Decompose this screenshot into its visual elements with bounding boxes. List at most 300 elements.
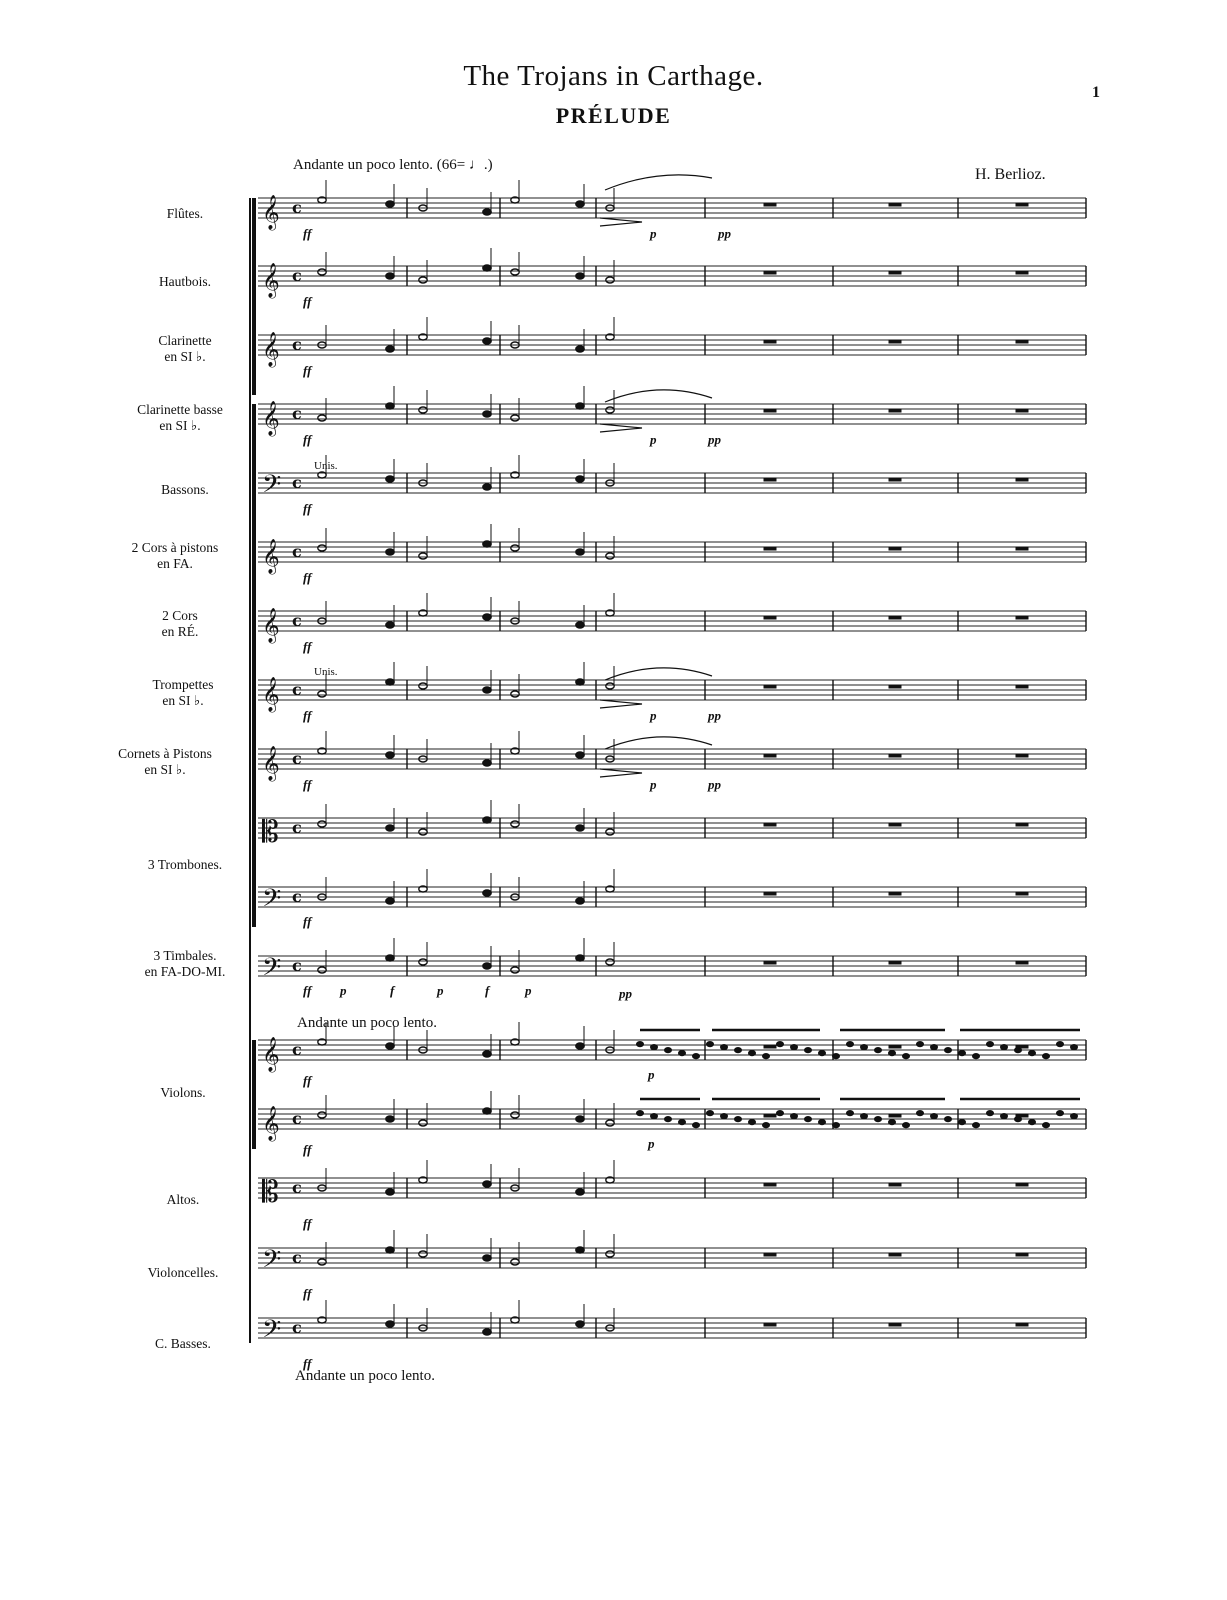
clef-icon: 𝄞 xyxy=(262,746,280,781)
time-signature-icon: c xyxy=(292,680,302,699)
notehead xyxy=(576,1189,584,1195)
notehead xyxy=(483,614,491,620)
notehead xyxy=(576,1116,584,1122)
dynamic-p: p xyxy=(525,983,532,998)
notehead xyxy=(483,209,491,215)
notehead xyxy=(483,1051,491,1057)
notehead xyxy=(1071,1045,1078,1050)
notehead xyxy=(483,890,491,896)
rest-mark xyxy=(764,203,776,206)
time-signature-icon: c xyxy=(292,956,302,975)
dynamic-ff: ff xyxy=(303,294,312,309)
rest-mark xyxy=(1016,547,1028,550)
notehead xyxy=(483,963,491,969)
notehead xyxy=(847,1042,854,1047)
notehead xyxy=(386,1116,394,1122)
notehead xyxy=(576,201,584,207)
decrescendo-hairpin xyxy=(600,218,642,226)
notehead xyxy=(1071,1114,1078,1119)
dynamic-p: p xyxy=(648,1067,655,1082)
rest-mark xyxy=(889,547,901,550)
instrument-label-line: Violoncelles. xyxy=(147,1265,219,1280)
dynamic-ff: ff xyxy=(303,777,312,792)
dynamic-p: p xyxy=(437,983,444,998)
staff-lines xyxy=(258,198,1086,1338)
rest-mark xyxy=(764,271,776,274)
dynamic-pp: pp xyxy=(708,777,721,792)
score-title: The Trojans in Carthage. xyxy=(463,60,764,92)
dynamic-ff: ff xyxy=(303,639,312,654)
clef-icon: 𝄞 xyxy=(262,195,280,230)
notehead xyxy=(483,1108,491,1114)
notehead xyxy=(483,1181,491,1187)
time-signature-icon: c xyxy=(292,266,302,285)
instrument-label-line: C. Basses. xyxy=(155,1336,211,1351)
dynamic-ff: ff xyxy=(303,1286,312,1301)
notehead xyxy=(735,1048,742,1053)
dynamic-ff: ff xyxy=(303,363,312,378)
notehead xyxy=(903,1123,910,1128)
clef-icon: 𝄞 xyxy=(262,608,280,643)
dynamic-ff: ff xyxy=(303,983,312,998)
rest-mark xyxy=(889,1183,901,1186)
notehead xyxy=(931,1114,938,1119)
notehead xyxy=(386,752,394,758)
instrument-label-line: en FA-DO-MI. xyxy=(144,964,226,979)
notehead xyxy=(1029,1051,1036,1056)
rest-mark xyxy=(764,340,776,343)
time-signature-icon: c xyxy=(292,611,302,630)
notehead xyxy=(1043,1123,1050,1128)
instrument-label-line: Violons. xyxy=(160,1085,206,1100)
notehead xyxy=(386,476,394,482)
notehead xyxy=(386,1321,394,1327)
notehead xyxy=(606,407,614,413)
dynamic-pp: pp xyxy=(718,226,731,241)
notehead xyxy=(511,967,519,973)
rest-mark xyxy=(764,823,776,826)
notehead xyxy=(576,403,584,409)
clef-icon: 𝄞 xyxy=(262,539,280,574)
notehead xyxy=(606,553,614,559)
notehead xyxy=(606,277,614,283)
slur-mark xyxy=(605,668,712,680)
notehead xyxy=(791,1045,798,1050)
dynamic-p: p xyxy=(340,983,347,998)
notehead xyxy=(419,277,427,283)
clef-icon: 𝄞 xyxy=(262,1106,280,1141)
notehead xyxy=(419,1251,427,1257)
clef-icon: 𝄞 xyxy=(262,401,280,436)
notehead xyxy=(1015,1048,1022,1053)
notehead xyxy=(721,1045,728,1050)
notehead xyxy=(318,545,326,551)
rest-mark xyxy=(764,1114,776,1117)
notehead xyxy=(707,1042,714,1047)
notehead xyxy=(819,1051,826,1056)
rest-mark xyxy=(764,1045,776,1048)
notehead xyxy=(959,1051,966,1056)
rest-mark xyxy=(889,271,901,274)
notehead xyxy=(777,1111,784,1116)
notehead xyxy=(973,1054,980,1059)
rest-mark xyxy=(889,409,901,412)
dynamic-ff: ff xyxy=(303,570,312,585)
rest-mark xyxy=(764,547,776,550)
notehead xyxy=(576,273,584,279)
rest-mark xyxy=(1016,754,1028,757)
dynamic-pp: pp xyxy=(708,432,721,447)
notehead xyxy=(973,1123,980,1128)
time-signature-icon: c xyxy=(292,1318,302,1337)
rest-mark xyxy=(889,1045,901,1048)
notehead xyxy=(576,1043,584,1049)
notehead xyxy=(945,1048,952,1053)
notehead xyxy=(987,1111,994,1116)
notehead xyxy=(707,1111,714,1116)
notehead xyxy=(889,1120,896,1125)
notehead xyxy=(318,1112,326,1118)
rest-mark xyxy=(1016,1323,1028,1326)
tempo-marking-bottom: Andante un poco lento. xyxy=(295,1368,435,1384)
notehead xyxy=(318,1259,326,1265)
rest-mark xyxy=(1016,340,1028,343)
notehead xyxy=(903,1054,910,1059)
notehead xyxy=(861,1114,868,1119)
instrument-label-line: en SI ♭. xyxy=(164,349,206,364)
notehead xyxy=(576,752,584,758)
time-signature-icon: c xyxy=(292,1248,302,1267)
notehead xyxy=(386,549,394,555)
notehead xyxy=(419,407,427,413)
unis-marking: Unis. xyxy=(314,666,338,678)
notehead xyxy=(419,683,427,689)
clef-icon: 𝄢 xyxy=(262,470,282,505)
notehead xyxy=(931,1045,938,1050)
dynamic-p: p xyxy=(650,708,657,723)
time-signature-icon: c xyxy=(292,335,302,354)
instrument-label-line: 3 Trombones. xyxy=(147,857,223,872)
rest-mark xyxy=(1016,409,1028,412)
rest-mark xyxy=(889,685,901,688)
notehead xyxy=(576,679,584,685)
notehead xyxy=(833,1123,840,1128)
instrument-label-line: 3 Timbales. xyxy=(153,948,217,963)
dynamic-f: f xyxy=(390,983,395,998)
instrument-label-line: en RÉ. xyxy=(161,624,199,639)
notehead xyxy=(637,1042,644,1047)
notehead xyxy=(606,1120,614,1126)
notehead xyxy=(576,825,584,831)
rest-mark xyxy=(889,754,901,757)
notehead xyxy=(576,898,584,904)
notehead xyxy=(576,955,584,961)
slur-mark xyxy=(605,175,712,190)
rest-mark xyxy=(1016,203,1028,206)
rest-mark xyxy=(889,478,901,481)
instrument-label-line: Flûtes. xyxy=(166,206,204,221)
instrument-label-line: Trompettes xyxy=(152,677,214,692)
notehead xyxy=(819,1120,826,1125)
notehead xyxy=(693,1054,700,1059)
time-signature-icon: c xyxy=(292,542,302,561)
rest-mark xyxy=(764,685,776,688)
notehead xyxy=(318,967,326,973)
rest-mark xyxy=(764,1253,776,1256)
notehead xyxy=(1001,1045,1008,1050)
dynamic-p: p xyxy=(650,432,657,447)
instrument-label-line: en SI ♭. xyxy=(159,418,201,433)
tempo-marking-strings: Andante un poco lento. xyxy=(297,1015,437,1031)
rest-mark xyxy=(889,823,901,826)
clef-glyphs xyxy=(262,195,302,1350)
slur-mark xyxy=(605,390,712,402)
rest-mark xyxy=(889,1323,901,1326)
dynamic-ff: ff xyxy=(303,1142,312,1157)
notehead xyxy=(1001,1114,1008,1119)
instrument-label-line: Clarinette basse xyxy=(137,402,223,417)
page-number: 1 xyxy=(1092,84,1100,101)
rest-mark xyxy=(764,892,776,895)
notehead xyxy=(763,1123,770,1128)
rest-mark xyxy=(889,340,901,343)
notehead xyxy=(483,338,491,344)
notehead xyxy=(386,346,394,352)
time-signature-icon: c xyxy=(292,198,302,217)
notehead xyxy=(386,273,394,279)
notehead xyxy=(805,1048,812,1053)
notehead xyxy=(1029,1120,1036,1125)
instrument-label-line: en SI ♭. xyxy=(162,693,204,708)
notehead xyxy=(511,691,519,697)
notehead xyxy=(386,1043,394,1049)
rest-mark xyxy=(764,409,776,412)
dynamic-pp: pp xyxy=(708,708,721,723)
rest-mark xyxy=(1016,961,1028,964)
dynamic-p: p xyxy=(650,777,657,792)
notehead xyxy=(665,1048,672,1053)
notehead xyxy=(483,411,491,417)
notehead xyxy=(483,817,491,823)
notehead xyxy=(987,1042,994,1047)
rest-mark xyxy=(889,892,901,895)
notehead xyxy=(386,898,394,904)
notehead xyxy=(1057,1042,1064,1047)
slur-mark xyxy=(605,737,712,749)
instrument-label-line: Altos. xyxy=(166,1192,200,1207)
notehead xyxy=(483,265,491,271)
decrescendo-hairpin xyxy=(600,424,642,432)
tempo-marking-top: Andante un poco lento. (66= ♩.) xyxy=(293,157,493,173)
notehead xyxy=(318,269,326,275)
notehead xyxy=(693,1123,700,1128)
instrument-label-line: Bassons. xyxy=(161,482,209,497)
rest-mark xyxy=(889,616,901,619)
notehead xyxy=(511,821,519,827)
clef-icon: 𝄢 xyxy=(262,1245,282,1280)
time-signature-icon: c xyxy=(292,887,302,906)
time-signature-icon: c xyxy=(292,1178,302,1197)
notehead xyxy=(419,959,427,965)
clef-icon: 𝄞 xyxy=(262,1037,280,1072)
notehead xyxy=(386,403,394,409)
dynamic-f: f xyxy=(485,983,490,998)
notehead xyxy=(386,622,394,628)
notehead xyxy=(576,476,584,482)
notehead xyxy=(1057,1111,1064,1116)
notehead xyxy=(576,622,584,628)
rest-mark xyxy=(889,961,901,964)
decrescendo-hairpin xyxy=(600,700,642,708)
rest-mark xyxy=(764,754,776,757)
notehead xyxy=(735,1117,742,1122)
clef-icon: 𝄢 xyxy=(262,884,282,919)
instrument-label-line: Clarinette xyxy=(158,333,212,348)
notehead xyxy=(791,1114,798,1119)
instrument-label-line: en SI ♭. xyxy=(144,762,186,777)
notehead xyxy=(606,829,614,835)
notehead xyxy=(889,1051,896,1056)
notehead xyxy=(483,687,491,693)
time-signature-icon: c xyxy=(292,404,302,423)
clef-icon: 𝄞 xyxy=(262,332,280,367)
clef-icon: 𝄢 xyxy=(262,953,282,988)
movement-title: PRÉLUDE xyxy=(555,103,672,128)
composer-name: H. Berlioz. xyxy=(975,166,1046,183)
rest-mark xyxy=(764,1323,776,1326)
notehead xyxy=(419,829,427,835)
dynamic-ff: ff xyxy=(303,501,312,516)
notehead xyxy=(576,549,584,555)
notehead xyxy=(576,346,584,352)
dynamic-ff: ff xyxy=(303,1356,312,1371)
notehead xyxy=(483,484,491,490)
notehead xyxy=(721,1114,728,1119)
dynamic-ff: ff xyxy=(303,226,312,241)
notehead xyxy=(679,1051,686,1056)
notehead xyxy=(386,1189,394,1195)
notehead xyxy=(1043,1054,1050,1059)
notehead xyxy=(386,201,394,207)
notehead xyxy=(483,760,491,766)
notehead xyxy=(679,1120,686,1125)
notehead xyxy=(749,1120,756,1125)
rest-mark xyxy=(1016,1183,1028,1186)
notehead xyxy=(483,541,491,547)
notehead xyxy=(483,1255,491,1261)
notehead xyxy=(606,683,614,689)
time-signature-icon: c xyxy=(292,1040,302,1059)
notehead xyxy=(959,1120,966,1125)
rest-mark xyxy=(764,616,776,619)
notehead xyxy=(386,679,394,685)
barlines xyxy=(250,198,1086,1343)
notehead xyxy=(833,1054,840,1059)
decrescendo-hairpin xyxy=(600,769,642,777)
dynamic-ff: ff xyxy=(303,1073,312,1088)
rest-mark xyxy=(889,1253,901,1256)
hairpins-and-slurs xyxy=(600,175,712,777)
notehead xyxy=(511,1112,519,1118)
notehead xyxy=(805,1117,812,1122)
notehead xyxy=(386,825,394,831)
notehead xyxy=(386,955,394,961)
rest-mark xyxy=(1016,478,1028,481)
notehead xyxy=(875,1048,882,1053)
dynamic-ff: ff xyxy=(303,914,312,929)
notehead xyxy=(637,1111,644,1116)
time-signature-icon: c xyxy=(292,818,302,837)
rest-mark xyxy=(764,961,776,964)
instrument-label-line: 2 Cors xyxy=(162,608,198,623)
note-marks xyxy=(318,180,1080,1335)
notehead xyxy=(511,545,519,551)
dynamic-p: p xyxy=(650,226,657,241)
notehead xyxy=(665,1117,672,1122)
notehead xyxy=(318,821,326,827)
notehead xyxy=(511,415,519,421)
dynamic-pp: pp xyxy=(619,986,632,1001)
rest-mark xyxy=(1016,616,1028,619)
rest-mark xyxy=(889,203,901,206)
dynamic-ff: ff xyxy=(303,708,312,723)
notehead xyxy=(483,1329,491,1335)
notehead xyxy=(861,1045,868,1050)
notehead xyxy=(777,1042,784,1047)
notehead xyxy=(419,553,427,559)
notehead xyxy=(651,1114,658,1119)
instrument-label-line: en FA. xyxy=(157,556,193,571)
notehead xyxy=(1015,1117,1022,1122)
dynamic-ff: ff xyxy=(303,432,312,447)
clef-icon: 𝄞 xyxy=(262,677,280,712)
notehead xyxy=(386,1247,394,1253)
notehead xyxy=(318,415,326,421)
notehead xyxy=(847,1111,854,1116)
notehead xyxy=(511,1259,519,1265)
notehead xyxy=(419,1120,427,1126)
notehead xyxy=(917,1042,924,1047)
time-signature-icon: c xyxy=(292,473,302,492)
notehead xyxy=(917,1111,924,1116)
unis-marking: Unis. xyxy=(314,460,338,472)
rest-mark xyxy=(1016,823,1028,826)
clef-icon: 𝄡 xyxy=(262,1175,279,1210)
time-signature-icon: c xyxy=(292,749,302,768)
rest-mark xyxy=(889,1114,901,1117)
dynamic-p: p xyxy=(648,1136,655,1151)
notehead xyxy=(511,269,519,275)
rest-mark xyxy=(764,1183,776,1186)
dynamic-ff: ff xyxy=(303,1216,312,1231)
clef-icon: 𝄢 xyxy=(262,1315,282,1350)
instrument-label-line: 2 Cors à pistons xyxy=(131,540,219,555)
instrument-label-line: Hautbois. xyxy=(158,274,212,289)
clef-icon: 𝄡 xyxy=(262,815,279,850)
notehead xyxy=(945,1117,952,1122)
notehead xyxy=(576,1247,584,1253)
notehead xyxy=(576,1321,584,1327)
notehead xyxy=(318,691,326,697)
time-signature-icon: c xyxy=(292,1109,302,1128)
notehead xyxy=(749,1051,756,1056)
rest-mark xyxy=(1016,685,1028,688)
rest-mark xyxy=(1016,892,1028,895)
notehead xyxy=(651,1045,658,1050)
rest-mark xyxy=(764,478,776,481)
notehead xyxy=(763,1054,770,1059)
notehead xyxy=(606,1251,614,1257)
